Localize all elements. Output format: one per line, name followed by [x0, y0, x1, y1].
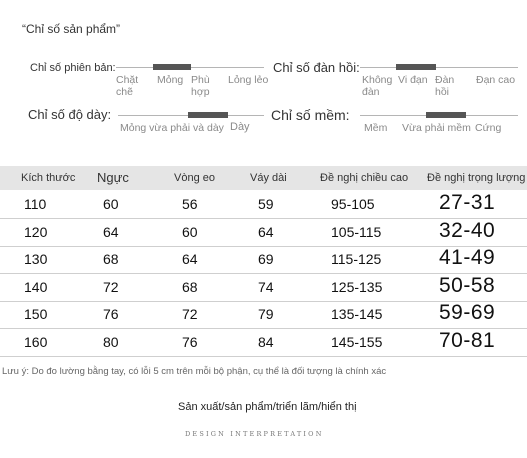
- cell-skirt-length: 69: [258, 251, 274, 267]
- cell-waist: 68: [182, 278, 198, 295]
- tick-elasticity-2: Vi đạn: [398, 74, 428, 86]
- header-skirt-length: Váy dài: [250, 172, 287, 184]
- cell-weight: 27-31: [439, 191, 496, 214]
- tick-version-3: Phù hợp: [191, 74, 210, 98]
- cell-chest: 60: [103, 196, 119, 212]
- index-knob-version: [153, 64, 191, 70]
- cell-waist: 60: [182, 223, 198, 240]
- cell-skirt-length: 84: [258, 333, 274, 350]
- cell-weight: 50-58: [439, 273, 496, 297]
- index-label-thickness: Chỉ số độ dày:: [28, 107, 112, 122]
- cell-height: 145-155: [331, 333, 383, 350]
- product-index-title: “Chỉ số sản phẩm”: [22, 22, 121, 36]
- cell-skirt-length: 59: [258, 196, 274, 212]
- tick-softness-3: Cứng: [475, 122, 502, 134]
- row-divider: [0, 356, 527, 357]
- header-height: Đề nghị chiều cao: [320, 172, 409, 184]
- footer-title: Sản xuất/sản phẩm/triển lãm/hiển thị: [178, 401, 357, 413]
- cell-height: 135-145: [331, 306, 383, 322]
- cell-skirt-length: 79: [258, 306, 274, 322]
- cell-weight: 32-40: [439, 218, 496, 242]
- cell-size: 130: [24, 251, 48, 267]
- cell-height: 115-125: [331, 251, 382, 267]
- cell-skirt-length: 64: [258, 223, 274, 240]
- index-track-version: [116, 67, 264, 68]
- cell-height: 125-135: [331, 278, 383, 295]
- index-label-version: Chỉ số phiên bản:: [30, 62, 116, 74]
- index-knob-elasticity: [396, 64, 436, 70]
- cell-waist: 76: [182, 333, 198, 350]
- header-weight: Đề nghị trọng lượng: [427, 172, 526, 184]
- index-track-elasticity: [360, 67, 518, 68]
- cell-height: 105-115: [331, 223, 382, 240]
- measurement-note: Lưu ý: Do đo lường bằng tay, có lỗi 5 cm trên mỗi bộ phận, cụ thể là đối tượng là chính xác: [2, 366, 387, 377]
- cell-chest: 80: [103, 333, 119, 350]
- cell-weight: 59-69: [439, 301, 496, 324]
- header-size: Kích thước: [21, 172, 76, 184]
- tick-version-1: Chặt chẽ: [116, 74, 139, 98]
- cell-waist: 64: [182, 251, 198, 267]
- cell-height: 95-105: [331, 196, 375, 212]
- header-chest: Ngực: [97, 170, 129, 185]
- cell-waist: 72: [182, 306, 198, 322]
- cell-chest: 68: [103, 251, 119, 267]
- tick-softness-2: Vừa phải mềm: [402, 122, 471, 134]
- index-label-elasticity: Chỉ số đàn hồi:: [273, 60, 360, 75]
- cell-chest: 64: [103, 223, 119, 240]
- footer-subtitle: DESIGN INTERPRETATION: [185, 430, 324, 438]
- tick-thickness-1: Mỏng vừa phải và dày: [120, 122, 224, 134]
- cell-skirt-length: 74: [258, 278, 274, 295]
- cell-weight: 70-81: [439, 328, 496, 352]
- tick-elasticity-3: Đàn hồi: [435, 74, 455, 98]
- tick-thickness-2: Dày: [230, 121, 250, 133]
- cell-size: 110: [24, 196, 47, 212]
- tick-elasticity-1: Không đàn: [362, 74, 393, 98]
- header-waist: Vòng eo: [174, 172, 215, 184]
- tick-elasticity-4: Đạn cao: [476, 74, 516, 86]
- cell-weight: 41-49: [439, 246, 496, 269]
- tick-version-4: Lỏng lẻo: [228, 74, 269, 86]
- tick-softness-1: Mềm: [364, 122, 388, 134]
- cell-size: 160: [24, 333, 48, 350]
- cell-size: 150: [24, 306, 48, 322]
- cell-chest: 76: [103, 306, 119, 322]
- index-track-thickness: [118, 115, 264, 116]
- cell-size: 140: [24, 278, 48, 295]
- cell-waist: 56: [182, 196, 198, 212]
- index-track-softness: [360, 115, 518, 116]
- index-knob-softness: [426, 112, 466, 118]
- cell-size: 120: [24, 223, 48, 240]
- tick-version-2: Mỏng: [157, 74, 184, 86]
- index-label-softness: Chỉ số mềm:: [271, 107, 350, 123]
- cell-chest: 72: [103, 278, 119, 295]
- index-knob-thickness: [188, 112, 228, 118]
